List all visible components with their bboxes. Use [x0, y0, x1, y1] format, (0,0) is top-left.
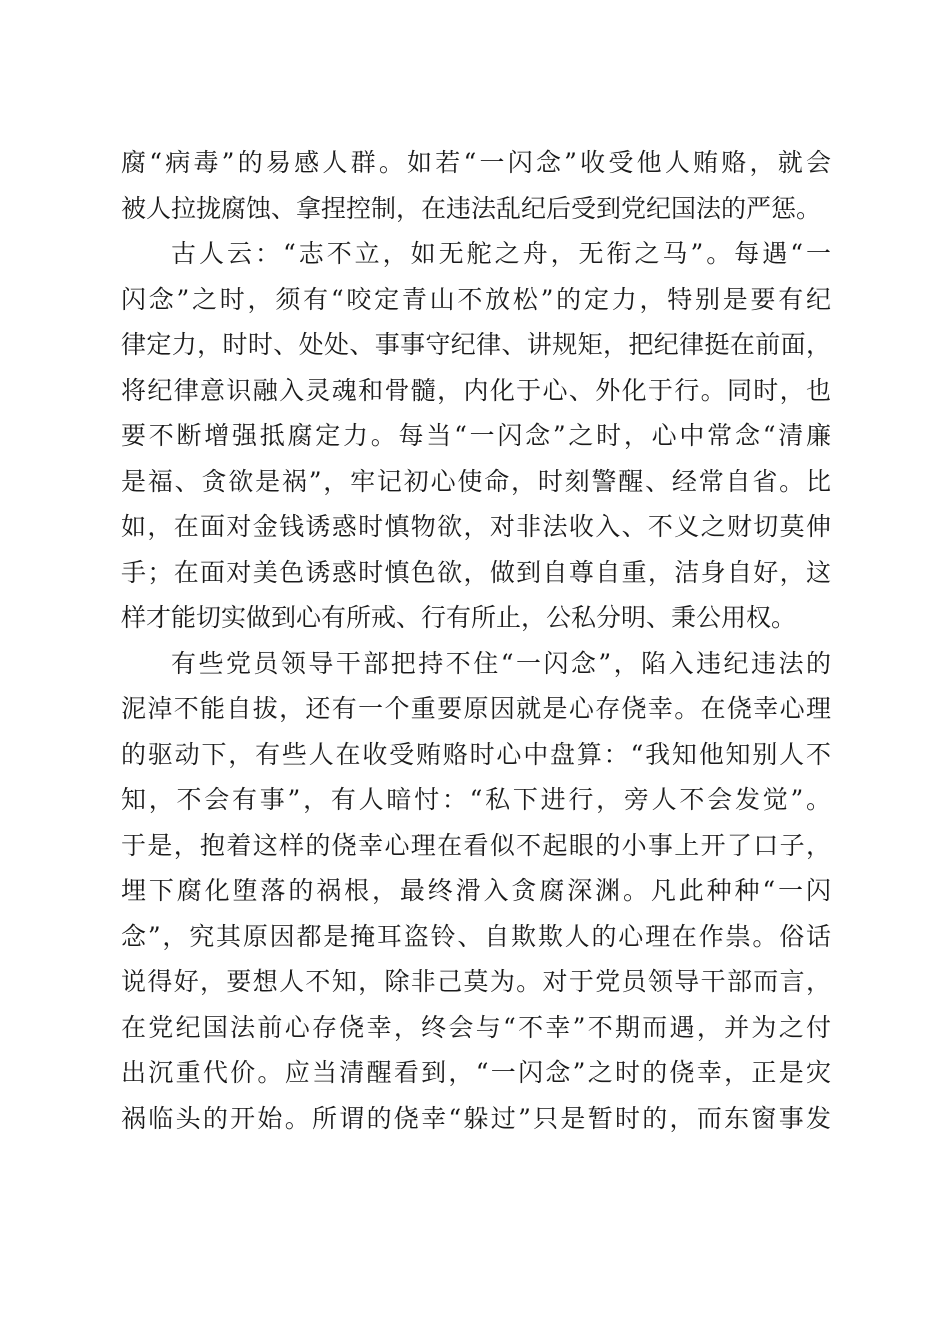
document-body [121, 140, 831, 1141]
text-line: 将纪律意识融入灵魂和骨髓，内化于心、外化于行。同时，也 [121, 375, 831, 405]
text-line: 是福、贪欲是祸”，牢记初心使命，时刻警醒、经常自省。比 [121, 466, 831, 496]
text-line: 闪念”之时，须有“咬定青山不放松”的定力，特别是要有纪 [121, 284, 831, 314]
paragraph [121, 140, 831, 231]
text-line: 要不断增强抵腐定力。每当“一闪念”之时，心中常念“清廉 [121, 421, 831, 450]
paragraph [121, 641, 831, 1142]
text-line: 在党纪国法前心存侥幸，终会与“不幸”不期而遇，并为之付 [121, 1012, 831, 1042]
paragraph [121, 231, 831, 641]
text-line: 泥淖不能自拔，还有一个重要原因就是心存侥幸。在侥幸心理 [121, 694, 831, 723]
text-line: 被人拉拢腐蚀、拿捏控制，在违法乱纪后受到党纪国法的严惩。 [121, 193, 822, 223]
text-line: 说得好，要想人不知，除非己莫为。对于党员领导干部而言， [121, 967, 831, 996]
text-line: 腐“病毒”的易感人群。如若“一闪念”收受他人贿赂，就会 [121, 148, 831, 177]
text-line: 古人云：“志不立，如无舵之舟，无衔之马”。每遇“一 [171, 239, 831, 268]
text-line: 的驱动下，有些人在收受贿赂时心中盘算：“我知他知别人不 [121, 739, 831, 769]
text-line: 手；在面对美色诱惑时慎色欲，做到自尊自重，洁身自好，这 [121, 557, 831, 587]
text-line: 念”，究其原因都是掩耳盗铃、自欺欺人的心理在作祟。俗话 [121, 921, 831, 951]
text-line: 祸临头的开始。所谓的侥幸“躲过”只是暂时的，而东窗事发 [121, 1103, 831, 1133]
text-line: 有些党员领导干部把持不住“一闪念”，陷入违纪违法的 [171, 648, 831, 678]
text-line: 于是，抱着这样的侥幸心理在看似不起眼的小事上开了口子， [121, 830, 831, 860]
text-line: 出沉重代价。应当清醒看到，“一闪念”之时的侥幸，正是灾 [121, 1058, 831, 1087]
text-line: 律定力，时时、处处、事事守纪律、讲规矩，把纪律挺在前面， [121, 330, 831, 359]
text-line: 样才能切实做到心有所戒、行有所止，公私分明、秉公用权。 [121, 603, 797, 632]
text-line: 埋下腐化堕落的祸根，最终滑入贪腐深渊。凡此种种“一闪 [121, 876, 831, 905]
text-line: 知，不会有事”，有人暗忖：“私下进行，旁人不会发觉”。 [121, 785, 831, 814]
text-line: 如，在面对金钱诱惑时慎物欲，对非法收入、不义之财切莫伸 [121, 512, 831, 541]
